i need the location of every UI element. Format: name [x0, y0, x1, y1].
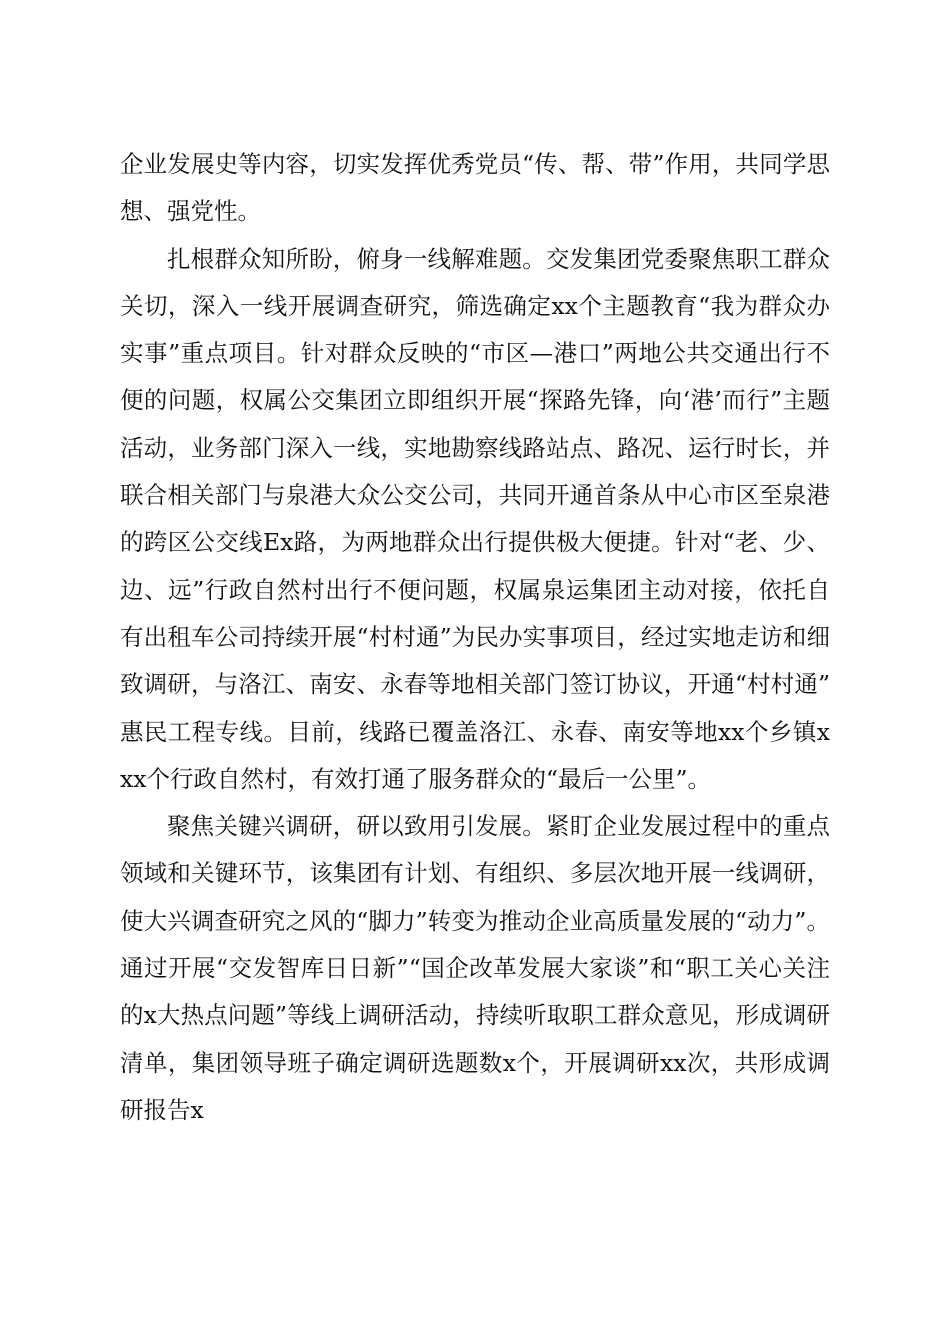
paragraph-continuation: 企业发展史等内容，切实发挥优秀党员“传、帮、带”作用，共同学思想、强党性。 [120, 150, 830, 226]
paragraph-key-research: 聚焦关键兴调研，研以致用引发展。紧盯企业发展过程中的重点领域和关键环节，该集团有计划、有组织、多层次地开展一线调研，使大兴调查研究之风的“脚力”转变为推动企业高质量发展的“动力”。通过开展“交发智库日日新”“国企改革发展大家谈”和“职工关心关注的x大热点问题”等线上调研活动，持续听取职工群众意见，形成调研清单，集团领导班子确定调研选题数x个，开展调研xx次，共形成调研报告x [120, 812, 830, 1124]
paragraph-grassroots-problem-solving: 扎根群众知所盼，俯身一线解难题。交发集团党委聚焦职工群众关切，深入一线开展调查研究，筛选确定xx个主题教育“我为群众办实事”重点项目。针对群众反映的“市区—港口”两地公共交通出行不便的问题，权属公交集团立即组织开展“探路先锋，向‘港’而行”主题活动，业务部门深入一线，实地勘察线路站点、路况、运行时长，并联合相关部门与泉港大众公交公司，共同开通首条从中心市区至泉港的跨区公交线Ex路，为两地群众出行提供极大便捷。针对“老、少、边、远”行政自然村出行不便问题，权属泉运集团主动对接，依托自有出租车公司持续开展“村村通”为民办实事项目，经过实地走访和细致调研，与洛江、南安、永春等地相关部门签订协议，开通“村村通”惠民工程专线。目前，线路已覆盖洛江、永春、南安等地xx个乡镇xxx个行政自然村，有效打通了服务群众的“最后一公里”。 [120, 244, 830, 793]
document-body [120, 141, 830, 1134]
